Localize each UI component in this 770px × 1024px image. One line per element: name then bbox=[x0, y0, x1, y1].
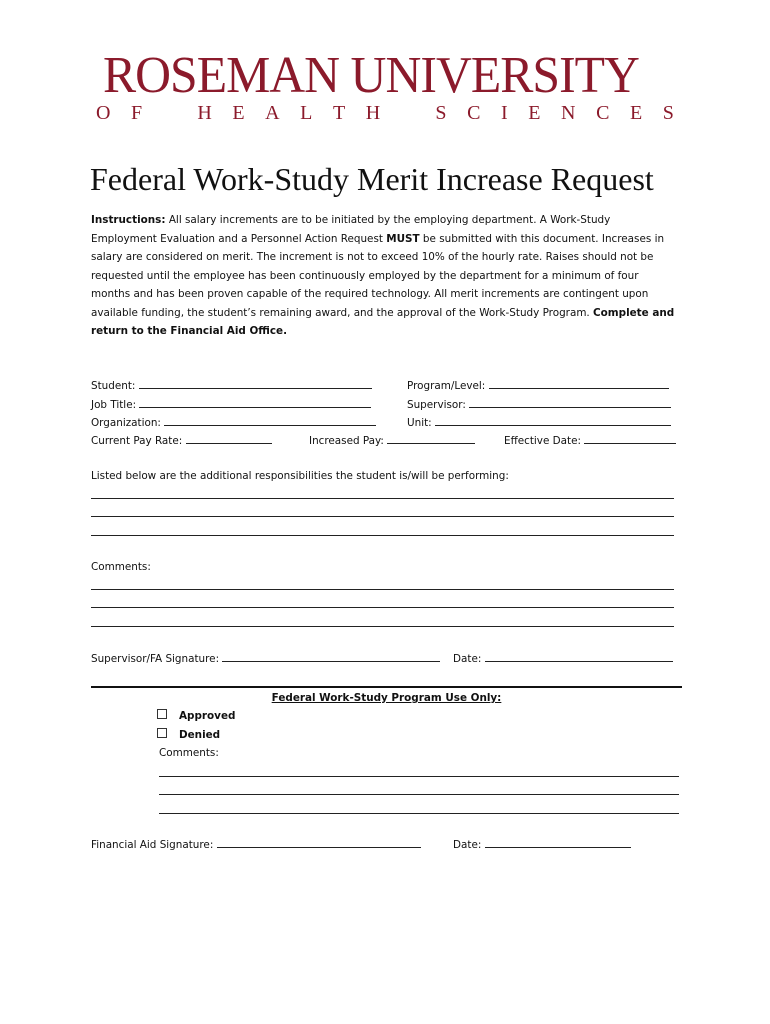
logo-letter: F bbox=[131, 102, 143, 124]
approved-checkbox[interactable] bbox=[157, 709, 167, 719]
supervisor-signature-line[interactable] bbox=[222, 650, 440, 662]
responsibilities-label: Listed below are the additional responsibilities the student is/will be performing: bbox=[91, 470, 509, 482]
instructions-closing: Complete and return to the Financial Aid Office. bbox=[91, 306, 675, 337]
comments-label: Comments: bbox=[91, 561, 151, 573]
logo-letter: T bbox=[332, 102, 346, 124]
logo-letter: E bbox=[528, 102, 541, 124]
supervisor-signature-label: Supervisor/FA Signature: bbox=[91, 653, 220, 665]
fws-comments-label: Comments: bbox=[159, 747, 219, 759]
current-pay-rate-input-line[interactable] bbox=[186, 432, 272, 444]
logo-letter: I bbox=[501, 102, 508, 124]
student-label: Student: bbox=[91, 380, 136, 392]
logo-letter: S bbox=[435, 102, 447, 124]
supervisor-date-line[interactable] bbox=[485, 650, 673, 662]
logo-letter: O bbox=[96, 102, 111, 124]
supervisor-label: Supervisor: bbox=[407, 399, 466, 411]
comments-line[interactable] bbox=[91, 589, 674, 590]
logo-letter: N bbox=[561, 102, 576, 124]
logo-letter: E bbox=[630, 102, 643, 124]
logo-letter: H bbox=[197, 102, 212, 124]
organization-input-line[interactable] bbox=[164, 414, 376, 426]
job-title-input-line[interactable] bbox=[139, 396, 371, 408]
logo-letter: E bbox=[232, 102, 245, 124]
responsibilities-line[interactable] bbox=[91, 535, 674, 536]
program-level-input-line[interactable] bbox=[489, 377, 669, 389]
instructions-text: be submitted with this document. Increases in salary are considered on merit. The increment is not to exceed 10% of the hourly rate. Raises should not be requested until the employee has been continuously employed by the department for a minimum of four months and has been proven capable of the required technology. All merit increments are contingent upon available funding, the student’s remaining award, and the approval of the Work-Study Program. bbox=[91, 232, 665, 319]
fws-comments-line[interactable] bbox=[159, 776, 679, 777]
page-title: Federal Work-Study Merit Increase Request bbox=[90, 161, 654, 197]
fws-section-title: Federal Work-Study Program Use Only: bbox=[271, 692, 502, 704]
current-pay-rate-field bbox=[91, 432, 272, 449]
responsibilities-line[interactable] bbox=[91, 498, 674, 499]
financial-aid-signature-label: Financial Aid Signature: bbox=[91, 839, 214, 851]
logo-letter: L bbox=[300, 102, 313, 124]
instructions-text: All salary increments are to be initiated by the employing department. A Work-Study Employment Evaluation and a Personnel Action Request bbox=[91, 214, 611, 245]
instructions-label: Instructions: bbox=[91, 214, 166, 226]
increased-pay-input-line[interactable] bbox=[387, 432, 475, 444]
logo-letter: C bbox=[467, 102, 481, 124]
organization-label: Organization: bbox=[91, 417, 161, 429]
student-input-line[interactable] bbox=[139, 377, 372, 389]
increased-pay-field bbox=[309, 432, 475, 449]
fws-comments-line[interactable] bbox=[159, 794, 679, 795]
fws-comments-line[interactable] bbox=[159, 813, 679, 814]
financial-aid-date-label: Date: bbox=[453, 839, 482, 851]
job-title-field bbox=[91, 396, 371, 413]
denied-checkbox[interactable] bbox=[157, 728, 167, 738]
denied-option[interactable] bbox=[157, 727, 220, 743]
unit-label: Unit: bbox=[407, 417, 432, 429]
supervisor-date-label: Date: bbox=[453, 653, 482, 665]
logo-letter: C bbox=[596, 102, 610, 124]
supervisor-date-field bbox=[453, 650, 673, 667]
current-pay-rate-label: Current Pay Rate: bbox=[91, 435, 183, 447]
program-level-label: Program/Level: bbox=[407, 380, 486, 392]
effective-date-label: Effective Date: bbox=[504, 435, 581, 447]
financial-aid-signature-field bbox=[91, 836, 421, 853]
unit-field bbox=[407, 414, 671, 431]
approved-label: Approved bbox=[179, 710, 236, 722]
financial-aid-date-line[interactable] bbox=[485, 836, 631, 848]
supervisor-field bbox=[407, 396, 671, 413]
section-divider bbox=[91, 686, 682, 688]
effective-date-field bbox=[504, 432, 676, 449]
approved-option[interactable] bbox=[157, 708, 235, 724]
logo-letter: A bbox=[265, 102, 280, 124]
supervisor-input-line[interactable] bbox=[469, 396, 671, 408]
supervisor-signature-field bbox=[91, 650, 440, 667]
denied-label: Denied bbox=[179, 729, 221, 741]
university-logo-subtitle bbox=[96, 100, 674, 126]
job-title-label: Job Title: bbox=[91, 399, 137, 411]
comments-line[interactable] bbox=[91, 607, 674, 608]
comments-line[interactable] bbox=[91, 626, 674, 627]
program-level-field bbox=[407, 377, 669, 394]
instructions-paragraph bbox=[91, 211, 676, 341]
responsibilities-line[interactable] bbox=[91, 516, 674, 517]
student-field bbox=[91, 377, 372, 394]
instructions-must: MUST bbox=[386, 232, 420, 245]
financial-aid-date-field bbox=[453, 836, 631, 853]
effective-date-input-line[interactable] bbox=[584, 432, 676, 444]
financial-aid-signature-line[interactable] bbox=[217, 836, 421, 848]
increased-pay-label: Increased Pay: bbox=[309, 435, 384, 447]
logo-letter: S bbox=[662, 102, 674, 124]
university-logo-name: ROSEMAN UNIVERSITY bbox=[102, 47, 639, 104]
organization-field bbox=[91, 414, 376, 431]
unit-input-line[interactable] bbox=[435, 414, 671, 426]
logo-letter: H bbox=[365, 102, 381, 124]
